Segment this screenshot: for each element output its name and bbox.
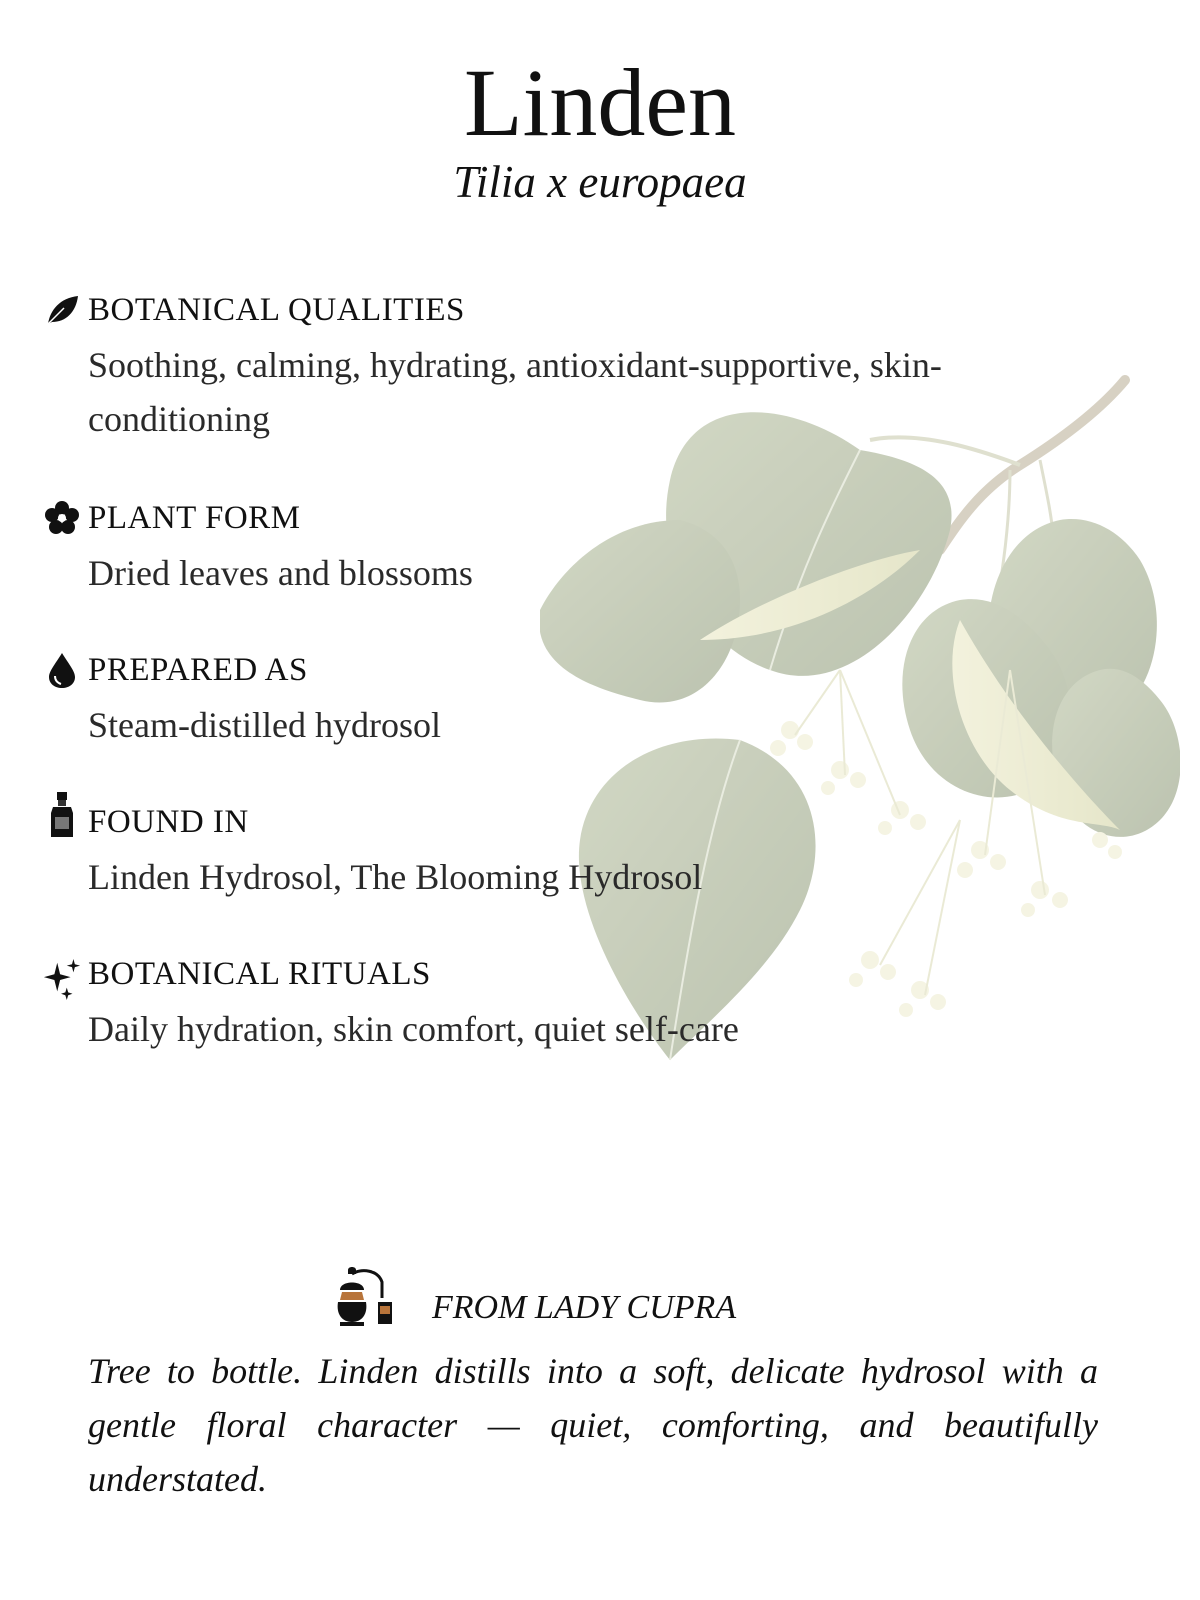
section-heading: BOTANICAL QUALITIES	[88, 291, 465, 328]
flower-icon	[42, 498, 82, 538]
distillation-still-icon	[334, 1264, 402, 1328]
leaf-icon	[42, 290, 82, 330]
section-prepared-as	[42, 650, 1002, 752]
section-text: Steam-distilled hydrosol	[88, 705, 441, 745]
droplet-icon	[42, 650, 82, 690]
section-botanical-qualities	[42, 290, 1002, 446]
bottle-icon	[42, 802, 82, 842]
section-text: Dried leaves and blossoms	[88, 553, 473, 593]
section-heading: PREPARED AS	[88, 651, 308, 688]
lady-cupra-label: FROM LADY CUPRA	[432, 1289, 737, 1326]
section-heading: PLANT FORM	[88, 499, 301, 536]
lady-cupra-heading	[334, 1264, 736, 1328]
page-title: Linden	[464, 49, 736, 156]
sparkles-icon	[42, 954, 82, 994]
section-plant-form	[42, 498, 1002, 600]
section-found-in	[42, 802, 1002, 904]
section-heading: BOTANICAL RITUALS	[88, 955, 431, 992]
section-text: Daily hydration, skin comfort, quiet self-care	[88, 1009, 739, 1049]
section-text: Linden Hydrosol, The Blooming Hydrosol	[88, 857, 703, 897]
section-botanical-rituals	[42, 954, 1002, 1056]
section-heading: FOUND IN	[88, 803, 249, 840]
section-text: Soothing, calming, hydrating, antioxidant-supportive, skin-conditioning	[88, 345, 942, 439]
lady-cupra-note: Tree to bottle. Linden distills into a soft, delicate hydrosol with a gentle floral character — quiet, comforting, and beautifully understated.	[88, 1351, 1098, 1499]
scientific-name: Tilia x europaea	[453, 157, 747, 207]
